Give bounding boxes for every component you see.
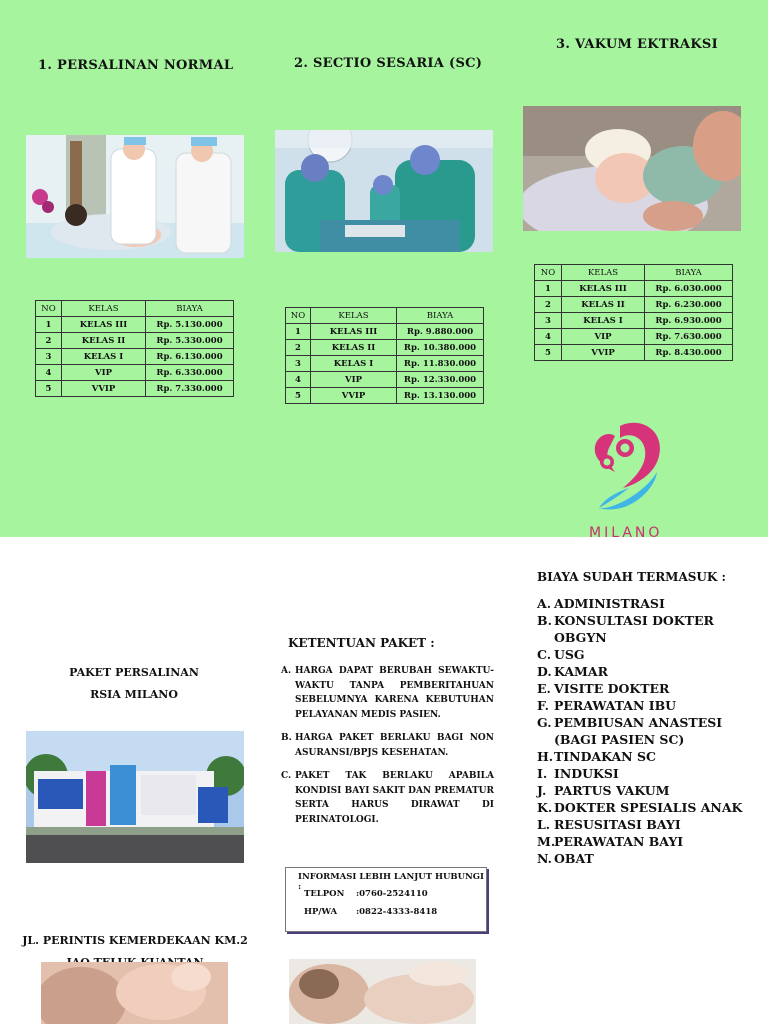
section-title-sc: 2. SECTIO SESARIA (SC) xyxy=(294,56,483,71)
item-letter: N. xyxy=(537,851,552,866)
col-kelas: KELAS xyxy=(562,265,645,281)
cell-biaya: Rp. 6.130.000 xyxy=(146,349,234,365)
cell-kelas: VVIP xyxy=(62,381,146,397)
price-table-normal xyxy=(35,300,234,397)
item-text: PARTUS VAKUM xyxy=(554,783,670,798)
item-letter: B. xyxy=(537,613,552,628)
photo-normal-delivery xyxy=(26,135,244,258)
cell-no: 4 xyxy=(535,329,562,345)
paket-line1: PAKET PERSALINAN xyxy=(69,666,199,679)
cell-kelas: VIP xyxy=(562,329,645,345)
list-item xyxy=(537,731,742,748)
cell-biaya: Rp. 5.330.000 xyxy=(146,333,234,349)
photo-newborn-art xyxy=(523,106,741,231)
list-item xyxy=(537,799,742,816)
item-text: PAKET TAK BERLAKU APABILA KONDISI BAYI SAKIT DAN PREMATUR SERTA HARUS DIRAWAT DI PERINATOLOGI. xyxy=(295,771,494,825)
list-item xyxy=(537,765,742,782)
list-item xyxy=(537,833,742,850)
cell-no: 3 xyxy=(535,313,562,329)
item-letter: E. xyxy=(537,681,551,696)
cell-biaya: Rp. 6.230.000 xyxy=(645,297,733,313)
cell-kelas: KELAS I xyxy=(62,349,146,365)
cell-kelas: KELAS II xyxy=(62,333,146,349)
table-row xyxy=(36,349,234,365)
col-kelas: KELAS xyxy=(62,301,146,317)
photo-mother-baby xyxy=(289,959,476,1024)
col-biaya: BIAYA xyxy=(146,301,234,317)
item-letter: K. xyxy=(537,800,553,815)
list-item xyxy=(281,769,494,827)
cell-biaya: Rp. 11.830.000 xyxy=(397,356,484,372)
item-text: ADMINISTRASI xyxy=(554,596,665,611)
section-title-vakum: 3. VAKUM EKTRAKSI xyxy=(556,37,718,52)
list-item xyxy=(537,816,742,833)
list-item xyxy=(281,731,494,760)
list-item xyxy=(537,697,742,714)
cell-biaya: Rp. 6.930.000 xyxy=(645,313,733,329)
table-row xyxy=(36,317,234,333)
telpon-value: :0760-2524110 xyxy=(356,889,428,899)
item-text: PEMBIUSAN ANASTESI xyxy=(554,715,723,730)
table-row xyxy=(286,340,484,356)
item-letter: J. xyxy=(537,783,547,798)
milano-logo-text: MILANO xyxy=(589,525,663,541)
list-item xyxy=(537,850,742,867)
cell-no: 1 xyxy=(286,324,311,340)
photo-normal-delivery-art xyxy=(26,135,244,258)
cell-kelas: KELAS III xyxy=(311,324,397,340)
item-text: PERAWATAN BAYI xyxy=(554,834,684,849)
list-item xyxy=(537,612,742,629)
cell-no: 5 xyxy=(286,388,311,404)
item-letter xyxy=(537,629,554,646)
item-letter: A. xyxy=(281,666,292,676)
item-letter: H. xyxy=(537,749,554,764)
item-letter: C. xyxy=(281,771,292,781)
cell-biaya: Rp. 6.330.000 xyxy=(146,365,234,381)
price-table-sc xyxy=(285,307,484,404)
table-row xyxy=(36,365,234,381)
table-row xyxy=(286,356,484,372)
table-row xyxy=(286,372,484,388)
milano-logo-icon xyxy=(585,418,665,518)
cell-kelas: KELAS I xyxy=(311,356,397,372)
list-item xyxy=(537,714,742,731)
section-title-normal: 1. PERSALINAN NORMAL xyxy=(38,58,234,73)
cell-no: 5 xyxy=(535,345,562,361)
table-row xyxy=(535,345,733,361)
cell-biaya: Rp. 7.330.000 xyxy=(146,381,234,397)
paket-line2: RSIA MILANO xyxy=(90,688,178,701)
ketentuan-title: KETENTUAN PAKET : xyxy=(288,636,435,650)
cell-biaya: Rp. 12.330.000 xyxy=(397,372,484,388)
item-text: HARGA DAPAT BERUBAH SEWAKTU-WAKTU TANPA PEMBERITAHUAN SEBELUMNYA KARENA KEBUTUHAN PELAYANAN MEDIS PASIEN. xyxy=(295,666,494,720)
table-row xyxy=(36,333,234,349)
cell-no: 2 xyxy=(535,297,562,313)
list-item xyxy=(537,646,742,663)
photo-baby-feet xyxy=(41,962,228,1024)
table-row xyxy=(535,313,733,329)
list-item xyxy=(537,663,742,680)
cell-biaya: Rp. 9.880.000 xyxy=(397,324,484,340)
contact-box xyxy=(285,867,487,932)
item-letter xyxy=(537,731,554,748)
item-text: KAMAR xyxy=(554,664,608,679)
contact-title: INFORMASI LEBIH LANJUT HUBUNGI : xyxy=(298,872,485,892)
cell-kelas: VIP xyxy=(311,372,397,388)
list-item xyxy=(537,629,742,646)
item-text: USG xyxy=(554,647,585,662)
photo-sectio-surgery-art xyxy=(275,130,493,252)
termasuk-list xyxy=(537,595,742,867)
item-text: INDUKSI xyxy=(554,766,619,781)
item-text: HARGA PAKET BERLAKU BAGI NON ASURANSI/BPJS KESEHATAN. xyxy=(295,733,494,758)
item-text: OBGYN xyxy=(554,630,607,645)
photo-sectio-surgery xyxy=(275,130,493,252)
cell-kelas: KELAS II xyxy=(562,297,645,313)
cell-kelas: VIP xyxy=(62,365,146,381)
cell-no: 3 xyxy=(286,356,311,372)
col-biaya: BIAYA xyxy=(645,265,733,281)
ketentuan-list xyxy=(281,664,494,836)
cell-biaya: Rp. 10.380.000 xyxy=(397,340,484,356)
cell-kelas: VVIP xyxy=(562,345,645,361)
col-no: NO xyxy=(286,308,311,324)
cell-kelas: KELAS III xyxy=(562,281,645,297)
item-text: KONSULTASI DOKTER xyxy=(554,613,714,628)
cell-kelas: KELAS III xyxy=(62,317,146,333)
table-row xyxy=(535,297,733,313)
price-table-vakum xyxy=(534,264,733,361)
item-text: TINDAKAN SC xyxy=(554,749,656,764)
table-row xyxy=(535,281,733,297)
list-item xyxy=(281,664,494,722)
table-row xyxy=(535,329,733,345)
photo-baby-feet-art xyxy=(41,962,228,1024)
cell-no: 1 xyxy=(36,317,62,333)
table-row xyxy=(286,388,484,404)
cell-no: 4 xyxy=(286,372,311,388)
cell-biaya: Rp. 13.130.000 xyxy=(397,388,484,404)
cell-biaya: Rp. 8.430.000 xyxy=(645,345,733,361)
col-no: NO xyxy=(36,301,62,317)
item-text: (BAGI PASIEN SC) xyxy=(554,732,685,747)
col-no: NO xyxy=(535,265,562,281)
cell-no: 4 xyxy=(36,365,62,381)
cell-no: 2 xyxy=(286,340,311,356)
telpon-label: TELPON xyxy=(304,889,345,899)
table-row xyxy=(36,381,234,397)
hp-value: :0822-4333-8418 xyxy=(356,907,438,917)
cell-no: 2 xyxy=(36,333,62,349)
list-item xyxy=(537,782,742,799)
cell-kelas: KELAS I xyxy=(562,313,645,329)
item-letter: B. xyxy=(281,733,292,743)
item-text: VISITE DOKTER xyxy=(554,681,670,696)
item-letter: L. xyxy=(537,817,551,832)
photo-hospital-building-art xyxy=(26,731,244,863)
item-letter: G. xyxy=(537,715,552,730)
cell-biaya: Rp. 6.030.000 xyxy=(645,281,733,297)
paket-heading xyxy=(25,662,243,706)
cell-kelas: KELAS II xyxy=(311,340,397,356)
cell-no: 1 xyxy=(535,281,562,297)
table-row xyxy=(286,324,484,340)
item-text: PERAWATAN IBU xyxy=(554,698,677,713)
cell-no: 5 xyxy=(36,381,62,397)
item-text: RESUSITASI BAYI xyxy=(554,817,681,832)
cell-biaya: Rp. 7.630.000 xyxy=(645,329,733,345)
item-text: DOKTER SPESIALIS ANAK xyxy=(554,800,743,815)
termasuk-title: BIAYA SUDAH TERMASUK : xyxy=(537,570,726,584)
item-letter: C. xyxy=(537,647,552,662)
item-letter: A. xyxy=(537,596,552,611)
list-item xyxy=(537,748,742,765)
photo-hospital-building xyxy=(26,731,244,863)
item-letter: M. xyxy=(537,834,556,849)
item-letter: F. xyxy=(537,698,549,713)
photo-newborn xyxy=(523,106,741,231)
photo-mother-baby-art xyxy=(289,959,476,1024)
cell-biaya: Rp. 5.130.000 xyxy=(146,317,234,333)
item-text: OBAT xyxy=(554,851,594,866)
list-item xyxy=(537,680,742,697)
cell-kelas: VVIP xyxy=(311,388,397,404)
col-kelas: KELAS xyxy=(311,308,397,324)
hp-label: HP/WA xyxy=(304,907,338,917)
item-letter: D. xyxy=(537,664,552,679)
item-letter: I. xyxy=(537,766,548,781)
list-item xyxy=(537,595,742,612)
address-line1: JL. PERINTIS KEMERDEKAAN KM.2 xyxy=(22,934,248,947)
milano-logo xyxy=(585,418,665,518)
cell-no: 3 xyxy=(36,349,62,365)
col-biaya: BIAYA xyxy=(397,308,484,324)
